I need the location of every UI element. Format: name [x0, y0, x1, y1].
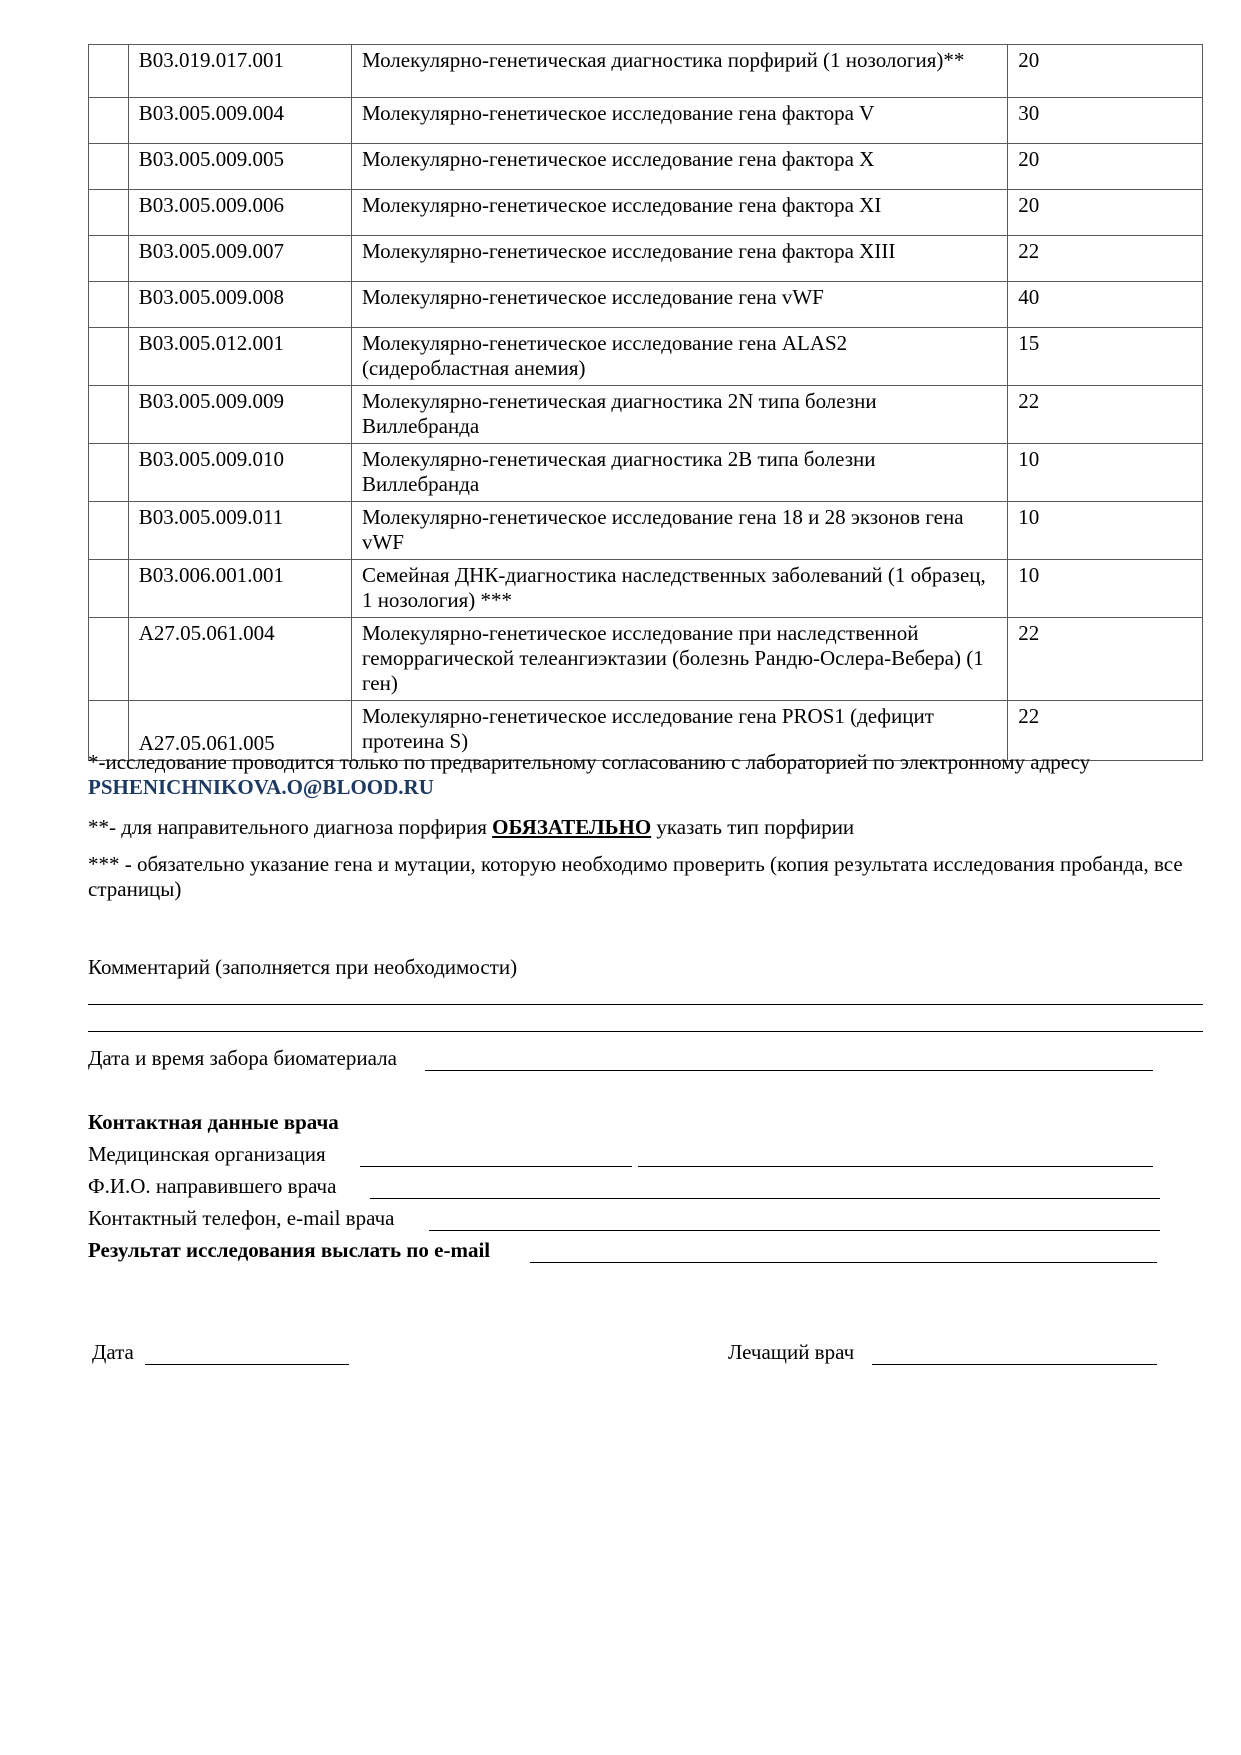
service-code: B03.005.009.008 — [128, 282, 351, 328]
service-code: B03.005.009.009 — [128, 386, 351, 444]
turnaround-days: 30 — [1008, 98, 1203, 144]
service-name: Молекулярно-генетическое исследование гена фактора X — [351, 144, 1007, 190]
row-blank-cell — [89, 45, 129, 98]
service-code: B03.006.001.001 — [128, 560, 351, 618]
physician-signature-field[interactable] — [872, 1364, 1157, 1365]
physician-label: Лечащий врач — [728, 1340, 855, 1364]
service-name: Молекулярно-генетическое исследование гена фактора V — [351, 98, 1007, 144]
footnote-2-emphasis: ОБЯЗАТЕЛЬНО — [492, 815, 652, 839]
turnaround-days: 10 — [1008, 560, 1203, 618]
table-row — [89, 282, 1203, 328]
service-name: Семейная ДНК-диагностика наследственных заболеваний (1 образец, 1 нозология) *** — [351, 560, 1007, 618]
service-name: Молекулярно-генетическое исследование гена фактора XIII — [351, 236, 1007, 282]
footnote-1 — [88, 750, 1203, 800]
table-row — [89, 98, 1203, 144]
row-blank-cell — [89, 560, 129, 618]
org-field-a[interactable] — [360, 1166, 632, 1167]
service-name: Молекулярно-генетическая диагностика 2B типа болезни Виллебранда — [351, 444, 1007, 502]
service-name: Молекулярно-генетическое исследование при наследственной геморрагической телеангиэктазии (болезнь Рандю-Ослера-Вебера) (1 ген) — [351, 618, 1007, 701]
turnaround-days: 20 — [1008, 45, 1203, 98]
row-blank-cell — [89, 328, 129, 386]
row-blank-cell — [89, 98, 129, 144]
turnaround-days: 40 — [1008, 282, 1203, 328]
service-name: Молекулярно-генетическое исследование гена 18 и 28 экзонов гена vWF — [351, 502, 1007, 560]
footnote-1-text: *-исследование проводится только по предварительному согласованию с лабораторией по электронному адресу — [88, 750, 1091, 774]
result-email-label: Результат исследования выслать по e-mail — [88, 1238, 491, 1262]
service-code: B03.005.009.007 — [128, 236, 351, 282]
footnote-2-pre: **- для направительного диагноза порфирия — [88, 815, 493, 839]
service-code: B03.005.009.004 — [128, 98, 351, 144]
footnote-2-post: указать тип порфирии — [651, 815, 855, 839]
footnote-3: *** - обязательно указание гена и мутации, которую необходимо проверить (копия результата исследования пробанда, все страницы) — [88, 852, 1183, 901]
comment-label: Комментарий (заполняется при необходимости) — [88, 955, 518, 979]
comment-line-1[interactable] — [88, 1004, 1203, 1005]
turnaround-days: 15 — [1008, 328, 1203, 386]
service-name: Молекулярно-генетическое исследование гена PROS1 (дефицит протеина S) — [351, 701, 1007, 761]
row-blank-cell — [89, 444, 129, 502]
service-code: B03.005.009.011 — [128, 502, 351, 560]
turnaround-days: 22 — [1008, 386, 1203, 444]
org-label: Медицинская организация — [88, 1142, 326, 1166]
table-row — [89, 190, 1203, 236]
service-name: Молекулярно-генетическое исследование гена ALAS2 (сидеробластная анемия) — [351, 328, 1007, 386]
table-row — [89, 386, 1203, 444]
service-code: B03.005.012.001 — [128, 328, 351, 386]
service-code: B03.005.009.005 — [128, 144, 351, 190]
service-code: A27.05.061.005 — [128, 701, 351, 761]
row-blank-cell — [89, 502, 129, 560]
table-row — [89, 236, 1203, 282]
row-blank-cell — [89, 236, 129, 282]
service-code: B03.005.009.006 — [128, 190, 351, 236]
table-row — [89, 444, 1203, 502]
turnaround-days: 20 — [1008, 190, 1203, 236]
table-row — [89, 502, 1203, 560]
row-blank-cell — [89, 282, 129, 328]
turnaround-days: 10 — [1008, 502, 1203, 560]
turnaround-days: 22 — [1008, 236, 1203, 282]
sample-datetime-field[interactable] — [425, 1070, 1153, 1071]
service-code: B03.019.017.001 — [128, 45, 351, 98]
doctor-name-label: Ф.И.О. направившего врача — [88, 1174, 337, 1198]
services-table — [88, 44, 1203, 761]
table-row — [89, 144, 1203, 190]
footnote-2 — [88, 815, 1203, 840]
row-blank-cell — [89, 386, 129, 444]
phone-email-label: Контактный телефон, e-mail врача — [88, 1206, 395, 1230]
row-blank-cell — [89, 144, 129, 190]
service-name: Молекулярно-генетическое исследование гена vWF — [351, 282, 1007, 328]
table-row — [89, 560, 1203, 618]
service-name: Молекулярно-генетическая диагностика 2N типа болезни Виллебранда — [351, 386, 1007, 444]
turnaround-days: 22 — [1008, 701, 1203, 761]
service-name: Молекулярно-генетическое исследование гена фактора XI — [351, 190, 1007, 236]
service-code: A27.05.061.004 — [128, 618, 351, 701]
service-name: Молекулярно-генетическая диагностика порфирий (1 нозология)** — [351, 45, 1007, 98]
contact-heading: Контактная данные врача — [88, 1110, 339, 1134]
result-email-field[interactable] — [530, 1262, 1157, 1263]
turnaround-days: 10 — [1008, 444, 1203, 502]
turnaround-days: 20 — [1008, 144, 1203, 190]
service-code: B03.005.009.010 — [128, 444, 351, 502]
date-field[interactable] — [145, 1364, 349, 1365]
turnaround-days: 22 — [1008, 618, 1203, 701]
comment-line-2[interactable] — [88, 1031, 1203, 1032]
sample-datetime-label: Дата и время забора биоматериала — [88, 1046, 397, 1070]
table-row — [89, 618, 1203, 701]
table-row — [89, 45, 1203, 98]
row-blank-cell — [89, 190, 129, 236]
services-table-body — [89, 45, 1203, 761]
date-label: Дата — [92, 1340, 134, 1364]
row-blank-cell — [89, 618, 129, 701]
lab-email: PSHENICHNIKOVA.O@BLOOD.RU — [88, 775, 434, 799]
table-row — [89, 328, 1203, 386]
org-field-b[interactable] — [638, 1166, 1153, 1167]
phone-email-field[interactable] — [429, 1230, 1160, 1231]
doctor-name-field[interactable] — [370, 1198, 1160, 1199]
